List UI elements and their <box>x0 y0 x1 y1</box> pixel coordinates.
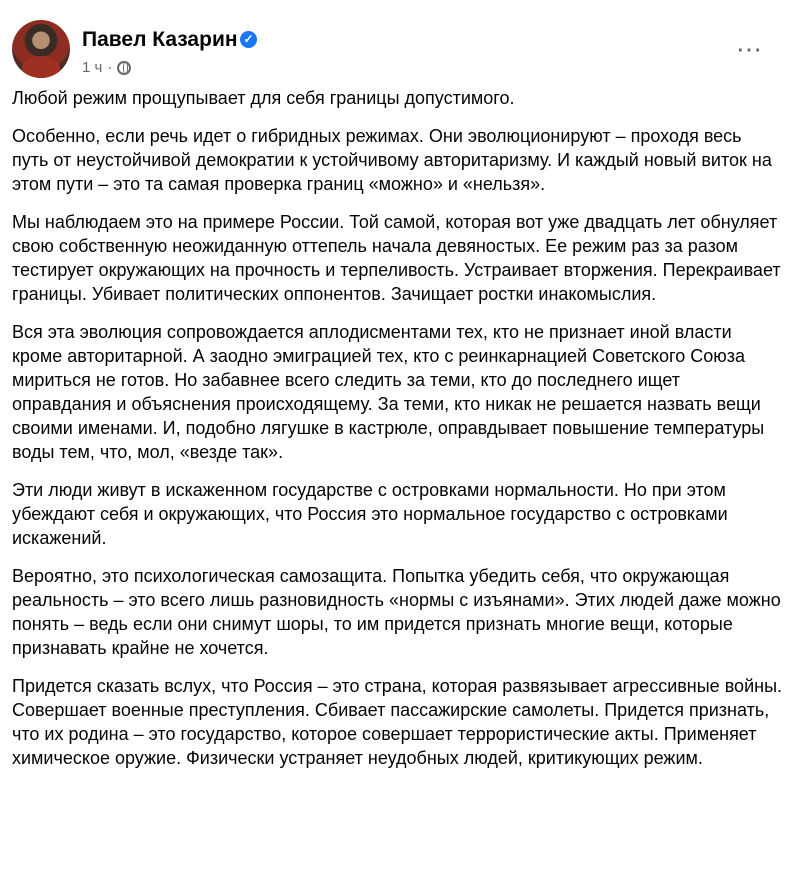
post-paragraph: Придется сказать вслух, что Россия – это страна, которая развязывает агрессивные войны. Совершает военные преступления. Сбивает пассажирские самолеты. Придется признать, что их родина – это государство, которое совершает террористические акты. Применяет химическое оружие. Физически устраняет неудобных людей, критикующих режим. <box>12 676 783 768</box>
post-time[interactable]: 1 ч <box>82 59 103 76</box>
post-paragraph: Мы наблюдаем это на примере России. Той самой, которая вот уже двадцать лет обнуляет свою собственную неожиданную оттепель начала девяностых. Ее режим раз за разом тестирует окружающих на прочность и терпеливость. Устраивает вторжения. Перекраивает границы. Убивает политических оппонентов. Зачищает ростки инакомыслия. <box>12 212 781 304</box>
post-paragraph: Особенно, если речь идет о гибридных режимах. Они эволюционируют – проходя весь путь от неустойчивой демократии к устойчивому авторитаризму. И каждый новый виток на этом пути – это та самая проверка границ «можно» и «нельзя». <box>12 126 772 194</box>
bottom-crop-fade <box>0 867 800 891</box>
author-avatar[interactable] <box>12 20 70 78</box>
post-paragraph: Вся эта эволюция сопровождается аплодисментами тех, кто не признает иной власти кроме авторитарной. А заодно эмиграцией тех, кто с реинкарнацией Советского Союза мириться не готов. Но забавнее всего следить за теми, кто до последнего ищет оправдания и объяснения происходящему. За теми, кто никак не решается назвать вещи своими именами. И, подобно лягушке в кастрюле, оправдывает повышение температуры воды тем, что, мол, «везде так». <box>12 322 765 462</box>
post-paragraph: Любой режим прощупывает для себя границы допустимого. <box>12 88 515 108</box>
post-text <box>12 86 782 784</box>
more-options-button[interactable]: ⋯ <box>736 34 762 64</box>
post-meta <box>82 59 131 77</box>
author-name[interactable]: Павел Казарин <box>82 28 238 51</box>
post-paragraph: Вероятно, это психологическая самозащита. Попытка убедить себя, что окружающая реальность – это всего лишь разновидность «нормы с изъянами». Этих людей даже можно понять – ведь если они снимут шоры, то им придется признать многие вещи, которые признавать крайне не хочется. <box>12 566 781 658</box>
post-paragraph: Эти люди живут в искаженном государстве с островками нормальности. Но при этом убеждают себя и окружающих, что Россия это нормальное государство с островками искажений. <box>12 480 728 548</box>
post-header <box>12 20 788 84</box>
public-globe-icon[interactable] <box>117 61 131 75</box>
verified-badge-icon: ✓ <box>240 31 257 48</box>
dot-separator: · <box>107 59 113 76</box>
